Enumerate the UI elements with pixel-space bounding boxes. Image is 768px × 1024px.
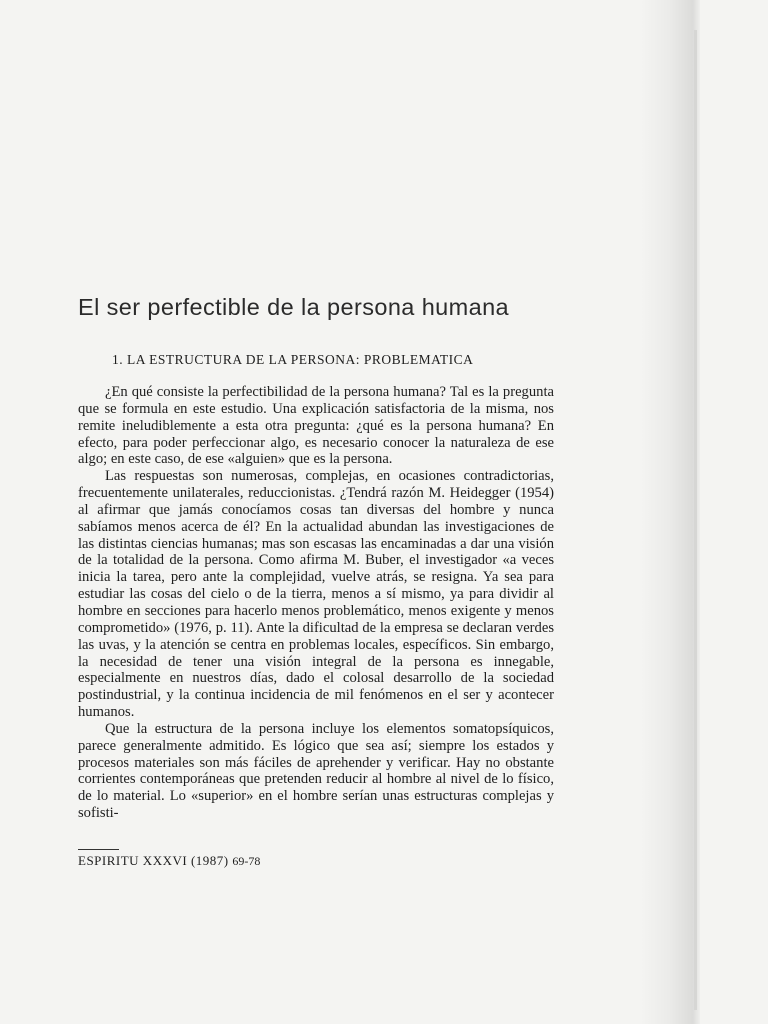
page-range: 69-78 <box>232 854 261 868</box>
paragraph-3: Que la estructura de la persona incluye los elementos somatopsíquicos, parece generalmente admitido. Es lógico que sea así; siempre los estados y procesos materiales son más fáciles de aprehender y verificar. Hay no obstante corrientes contemporáneas que pretenden reducir al hombre al nivel de lo físico, de lo material. Lo «superior» en el hombre serían unas estructuras complejas y sofisti- <box>78 720 554 822</box>
page-edge <box>694 30 697 1010</box>
page-gutter-shadow <box>640 0 700 1024</box>
journal-name: ESPIRITU XXXVI (1987) <box>78 853 229 868</box>
body-text <box>78 384 554 822</box>
article-title: El ser perfectible de la persona humana <box>78 294 510 320</box>
footnote-rule <box>78 849 119 850</box>
paragraph-2: Las respuestas son numerosas, complejas, en ocasiones contradictorias, frecuentemente unilaterales, reduccionistas. ¿Tendrá razón M. Heidegger (1954) al afirmar que jamás conocíamos cosas tan diversas del hombre y nunca sabíamos menos acerca de él? En la actualidad abundan las investigaciones de las distintas ciencias humanas; mas son escasas las encaminadas a dar una visión de la totalidad de la persona. Como afirma M. Buber, el investigador «a veces inicia la tarea, pero ante la complejidad, vuelve atrás, se resigna. Ya sea para estudiar las cosas del cielo o de la tierra, menos a sí mismo, ya para dividir al hombre en secciones para hacerlo menos problemático, menos exigente y menos comprometido» (1976, p. 11). Ante la dificultad de la empresa se declaran verdes las uvas, y la atención se centra en problemas locales, específicos. Sin embargo, la necesidad de tener una visión integral de la persona es innegable, especialmente en nuestros días, dado el colosal desarrollo de la sociedad postindustrial, y la continua incidencia de mil fenómenos en el ser y acontecer humanos. <box>78 468 554 721</box>
section-heading: 1. LA ESTRUCTURA DE LA PERSONA: PROBLEMATICA <box>112 352 474 367</box>
paragraph-1: ¿En qué consiste la perfectibilidad de la persona humana? Tal es la pregunta que se formula en este estudio. Una explicación satisfactoria de la misma, nos remite ineludiblemente a esta otra pregunta: ¿qué es la persona humana? En efecto, para poder perfeccionar algo, es necesario conocer la naturaleza de ese algo; en este caso, de ese «alguien» que es la persona. <box>78 384 554 468</box>
journal-reference <box>78 853 260 869</box>
